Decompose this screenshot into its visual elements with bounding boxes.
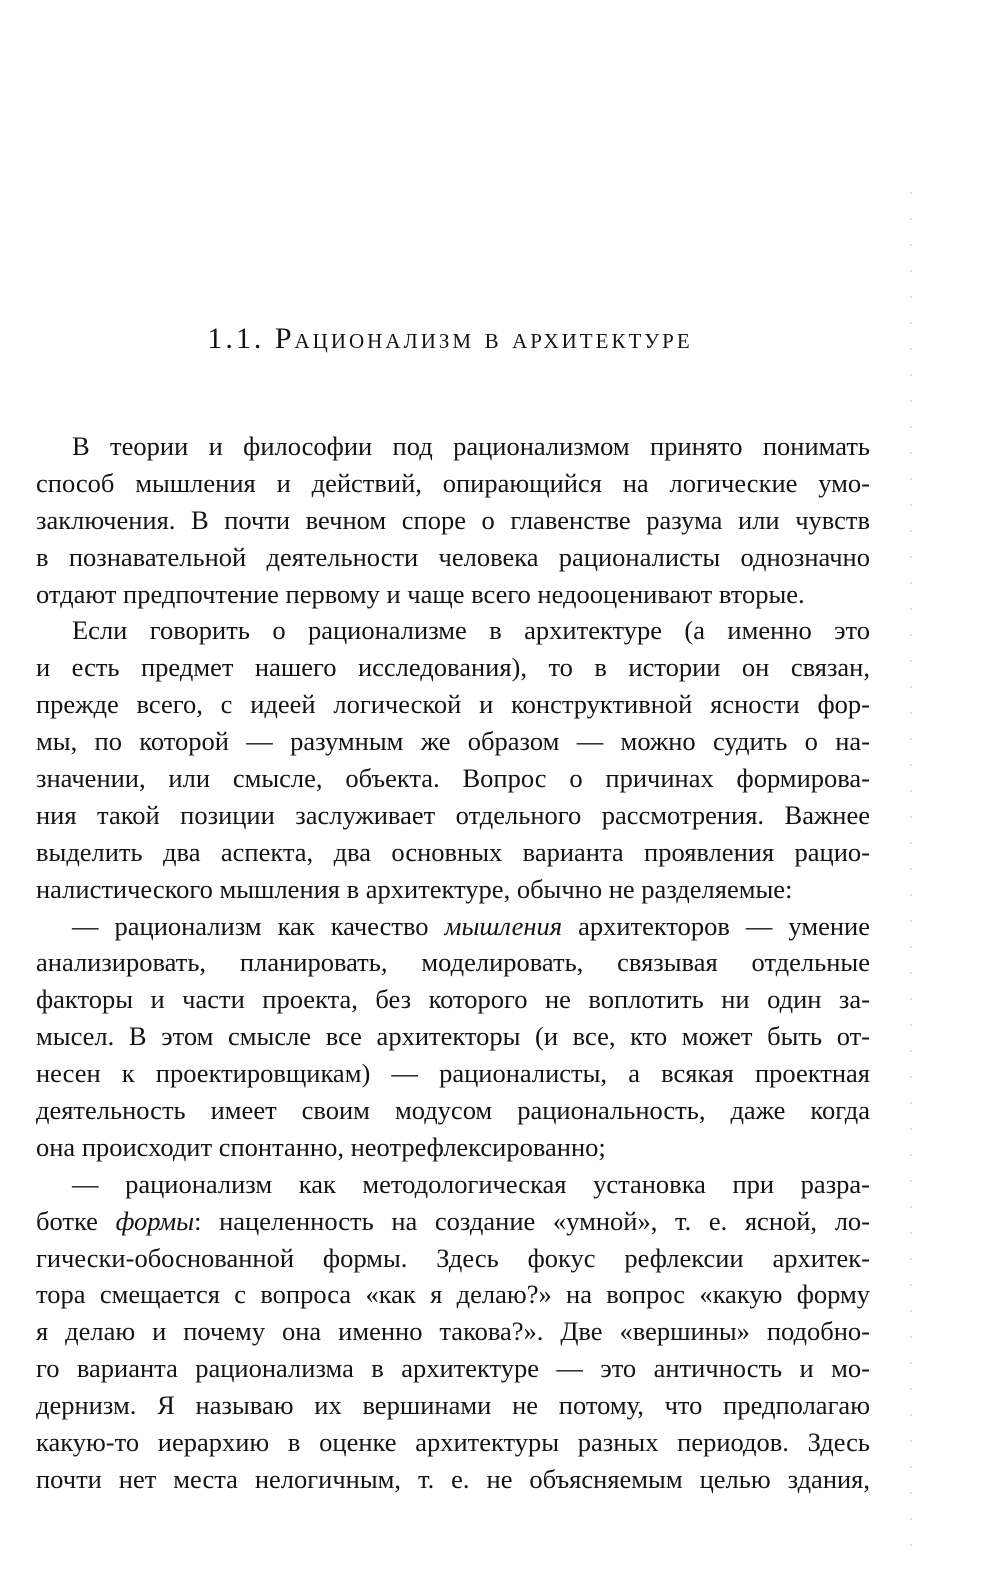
text-segment: ботке (36, 1205, 116, 1236)
text-line: деятельность имеет своим модусом рациональность, даже когда (36, 1095, 870, 1126)
text-line (36, 908, 870, 945)
text-line: В теории и философии под рационализмом принято понимать (72, 431, 870, 461)
text-line: го варианта рационализма в архитектуре — это античность и мо- (36, 1353, 870, 1384)
text-line: почти нет места нелогичным, т. е. не объясняемым целью здания, (36, 1463, 870, 1494)
text-line: она происходит спонтанно, неотрефлексированно; (36, 1131, 606, 1162)
text-line: гически-обоснованной формы. Здесь фокус рефлексии архитек- (36, 1242, 870, 1273)
text-line: несен к проектировщикам) — рационалисты, а всякая проектная (36, 1058, 870, 1089)
text-line: и есть предмет нашего исследования), то в истории он связан, (36, 652, 870, 683)
text-line: мысел. В этом смысле все архитекторы (и все, кто может быть от- (36, 1021, 870, 1052)
emphasis: формы (115, 1205, 195, 1236)
text-line: налистического мышления в архитектуре, обычно не разделяемые: (36, 873, 793, 904)
text-line: способ мышления и действий, опирающийся на логические умо- (36, 467, 870, 498)
section-heading: 1.1. Рационализм в архитектуре (207, 322, 693, 355)
text-line: значении, или смысле, объекта. Вопрос о причинах формирова- (36, 763, 870, 794)
text-line: анализировать, планировать, моделировать, связывая отдельные (36, 947, 870, 978)
text-line: выделить два аспекта, два основных варианта проявления рацио- (36, 836, 870, 867)
text-segment: архитекторов — умение (562, 910, 870, 941)
text-line: — рационализм как методологическая установка при разра- (72, 1168, 870, 1199)
text-line: мы, по которой — разумным же образом — можно судить о на- (36, 726, 870, 757)
text-line: я делаю и почему она именно такова?». Две «вершины» подобно- (36, 1316, 870, 1347)
text-line: какую-то иерархию в оценке архитектуры разных периодов. Здесь (36, 1427, 870, 1458)
text-segment: : нацеленность на создание «умной», т. е. ясной, ло- (194, 1205, 870, 1236)
text-line: тора смещается с вопроса «как я делаю?» на вопрос «какую форму (36, 1279, 870, 1310)
page-edge-shadow (910, 180, 912, 1560)
text-line: ния такой позиции заслуживает отдельного рассмотрения. Важнее (36, 799, 870, 830)
text-line: заключения. В почти вечном споре о главенстве разума или чувств (36, 504, 870, 535)
text-line: факторы и части проекта, без которого не воплотить ни один за- (36, 984, 870, 1015)
text-line: Если говорить о рационализме в архитектуре (а именно это (72, 615, 870, 646)
text-line: дернизм. Я называю их вершинами не потому, что предполагаю (36, 1390, 870, 1421)
text-line: прежде всего, с идеей логической и конструктивной ясности фор- (36, 689, 870, 720)
body-text (36, 428, 870, 1498)
text-line: отдают предпочтение первому и чаще всего недооценивают вторые. (36, 578, 805, 609)
emphasis: мышления (444, 910, 563, 941)
text-segment: — рационализм как качество (72, 910, 445, 941)
text-line: в познавательной деятельности человека рационалисты однозначно (36, 541, 870, 572)
text-line (36, 1203, 870, 1240)
